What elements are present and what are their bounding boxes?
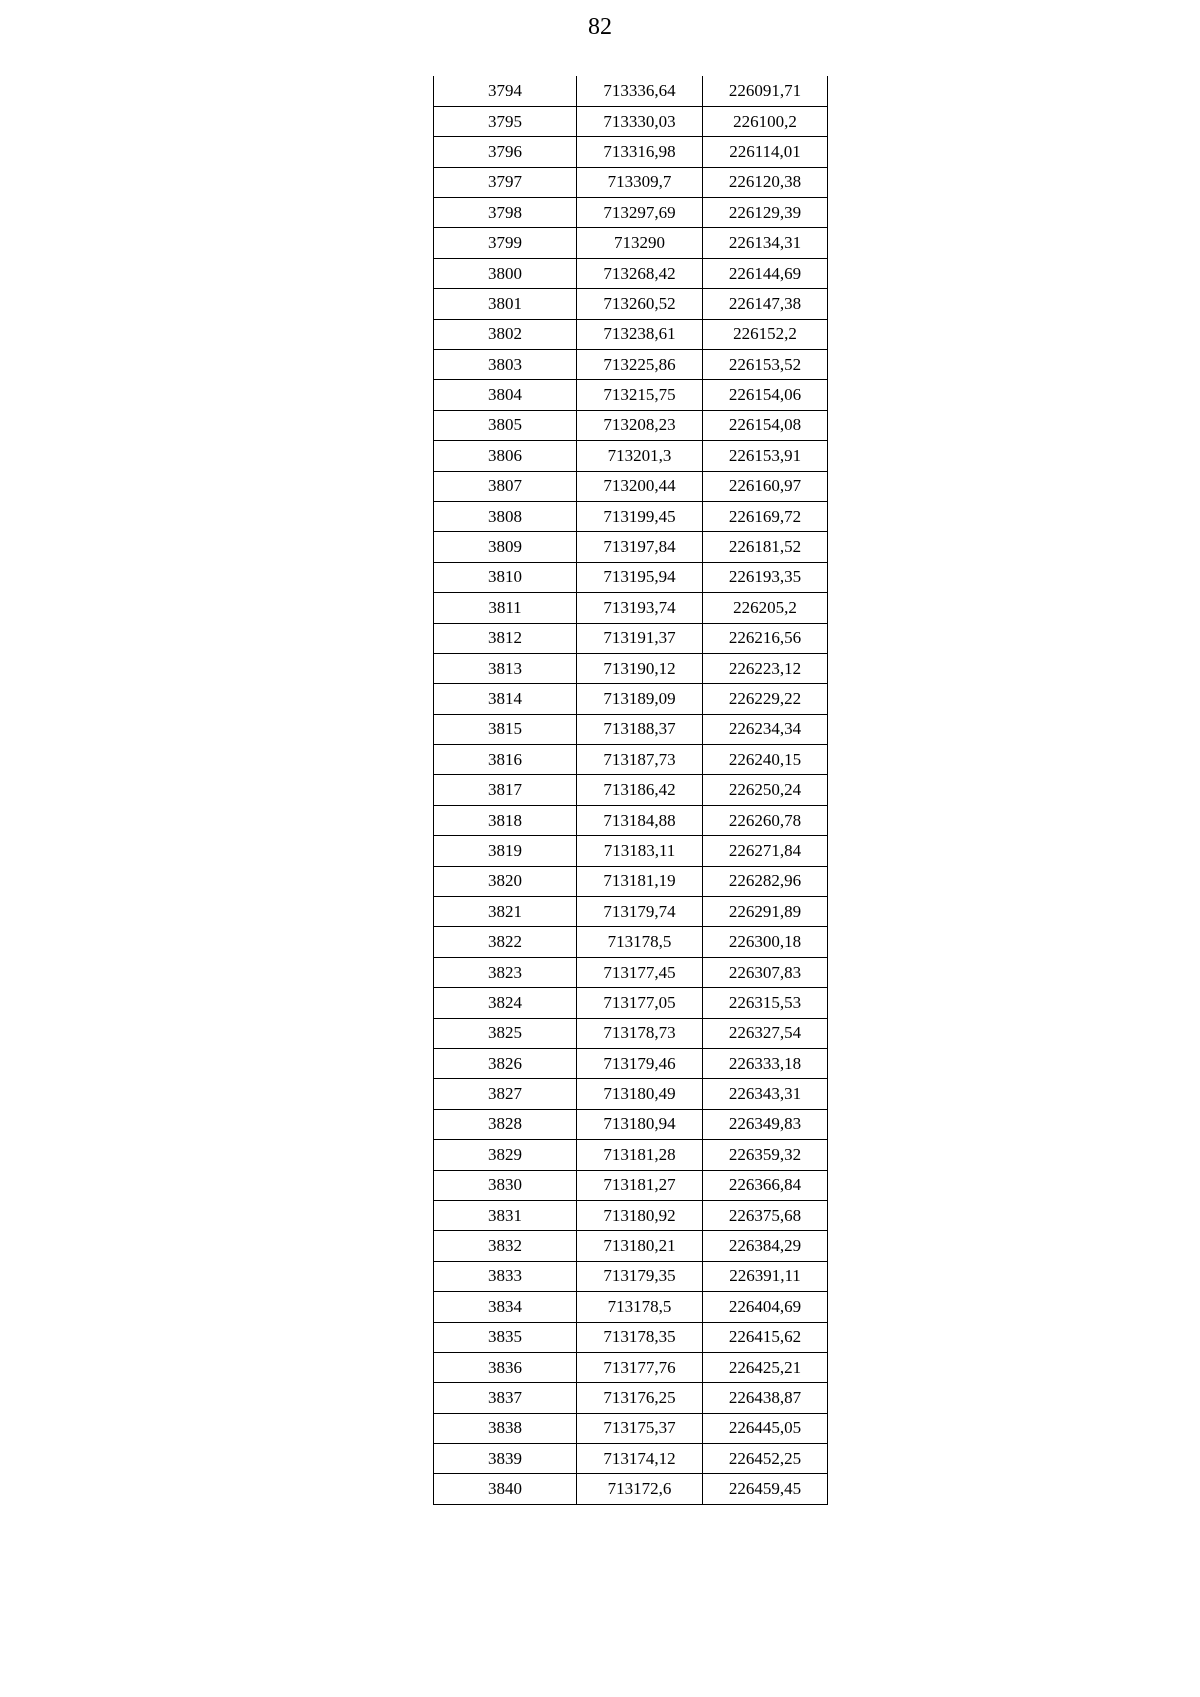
table-row [434, 441, 828, 471]
y-coordinate-cell: 226193,35 [703, 562, 828, 592]
point-number-cell: 3824 [434, 988, 577, 1018]
x-coordinate-cell: 713268,42 [577, 258, 703, 288]
x-coordinate-cell: 713179,35 [577, 1261, 703, 1291]
x-coordinate-cell: 713201,3 [577, 441, 703, 471]
point-number-cell: 3834 [434, 1292, 577, 1322]
table-row [434, 350, 828, 380]
point-number-cell: 3815 [434, 714, 577, 744]
table-row [434, 866, 828, 896]
coordinates-table-body [434, 76, 828, 1504]
y-coordinate-cell: 226315,53 [703, 988, 828, 1018]
point-number-cell: 3840 [434, 1474, 577, 1504]
y-coordinate-cell: 226327,54 [703, 1018, 828, 1048]
y-coordinate-cell: 226205,2 [703, 593, 828, 623]
table-row [434, 319, 828, 349]
y-coordinate-cell: 226404,69 [703, 1292, 828, 1322]
x-coordinate-cell: 713195,94 [577, 562, 703, 592]
y-coordinate-cell: 226154,08 [703, 410, 828, 440]
x-coordinate-cell: 713336,64 [577, 76, 703, 106]
point-number-cell: 3828 [434, 1109, 577, 1139]
x-coordinate-cell: 713175,37 [577, 1413, 703, 1443]
x-coordinate-cell: 713178,73 [577, 1018, 703, 1048]
y-coordinate-cell: 226391,11 [703, 1261, 828, 1291]
y-coordinate-cell: 226343,31 [703, 1079, 828, 1109]
x-coordinate-cell: 713187,73 [577, 745, 703, 775]
y-coordinate-cell: 226234,34 [703, 714, 828, 744]
table-row [434, 380, 828, 410]
y-coordinate-cell: 226160,97 [703, 471, 828, 501]
y-coordinate-cell: 226307,83 [703, 957, 828, 987]
y-coordinate-cell: 226452,25 [703, 1444, 828, 1474]
x-coordinate-cell: 713297,69 [577, 198, 703, 228]
x-coordinate-cell: 713180,92 [577, 1200, 703, 1230]
y-coordinate-cell: 226229,22 [703, 684, 828, 714]
table-row [434, 167, 828, 197]
y-coordinate-cell: 226147,38 [703, 289, 828, 319]
table-row [434, 76, 828, 106]
x-coordinate-cell: 713208,23 [577, 410, 703, 440]
y-coordinate-cell: 226240,15 [703, 745, 828, 775]
table-row [434, 1170, 828, 1200]
table-row [434, 897, 828, 927]
y-coordinate-cell: 226169,72 [703, 501, 828, 531]
table-row [434, 1200, 828, 1230]
point-number-cell: 3831 [434, 1200, 577, 1230]
x-coordinate-cell: 713193,74 [577, 593, 703, 623]
point-number-cell: 3809 [434, 532, 577, 562]
table-row [434, 745, 828, 775]
point-number-cell: 3838 [434, 1413, 577, 1443]
y-coordinate-cell: 226153,52 [703, 350, 828, 380]
point-number-cell: 3804 [434, 380, 577, 410]
point-number-cell: 3806 [434, 441, 577, 471]
x-coordinate-cell: 713181,19 [577, 866, 703, 896]
point-number-cell: 3829 [434, 1140, 577, 1170]
table-row [434, 957, 828, 987]
y-coordinate-cell: 226445,05 [703, 1413, 828, 1443]
y-coordinate-cell: 226282,96 [703, 866, 828, 896]
point-number-cell: 3814 [434, 684, 577, 714]
point-number-cell: 3825 [434, 1018, 577, 1048]
x-coordinate-cell: 713183,11 [577, 836, 703, 866]
point-number-cell: 3822 [434, 927, 577, 957]
x-coordinate-cell: 713215,75 [577, 380, 703, 410]
x-coordinate-cell: 713199,45 [577, 501, 703, 531]
x-coordinate-cell: 713225,86 [577, 350, 703, 380]
point-number-cell: 3826 [434, 1049, 577, 1079]
x-coordinate-cell: 713180,49 [577, 1079, 703, 1109]
x-coordinate-cell: 713174,12 [577, 1444, 703, 1474]
y-coordinate-cell: 226144,69 [703, 258, 828, 288]
y-coordinate-cell: 226223,12 [703, 653, 828, 683]
x-coordinate-cell: 713177,05 [577, 988, 703, 1018]
table-row [434, 1261, 828, 1291]
x-coordinate-cell: 713178,35 [577, 1322, 703, 1352]
x-coordinate-cell: 713290 [577, 228, 703, 258]
x-coordinate-cell: 713179,74 [577, 897, 703, 927]
table-row [434, 198, 828, 228]
point-number-cell: 3795 [434, 106, 577, 136]
table-row [434, 1049, 828, 1079]
point-number-cell: 3803 [434, 350, 577, 380]
point-number-cell: 3819 [434, 836, 577, 866]
y-coordinate-cell: 226271,84 [703, 836, 828, 866]
point-number-cell: 3836 [434, 1352, 577, 1382]
x-coordinate-cell: 713184,88 [577, 805, 703, 835]
table-row [434, 1352, 828, 1382]
point-number-cell: 3800 [434, 258, 577, 288]
point-number-cell: 3813 [434, 653, 577, 683]
x-coordinate-cell: 713178,5 [577, 1292, 703, 1322]
y-coordinate-cell: 226091,71 [703, 76, 828, 106]
point-number-cell: 3835 [434, 1322, 577, 1352]
point-number-cell: 3794 [434, 76, 577, 106]
y-coordinate-cell: 226375,68 [703, 1200, 828, 1230]
x-coordinate-cell: 713181,27 [577, 1170, 703, 1200]
table-row [434, 1413, 828, 1443]
point-number-cell: 3830 [434, 1170, 577, 1200]
table-row [434, 1474, 828, 1504]
point-number-cell: 3839 [434, 1444, 577, 1474]
y-coordinate-cell: 226216,56 [703, 623, 828, 653]
x-coordinate-cell: 713180,94 [577, 1109, 703, 1139]
y-coordinate-cell: 226100,2 [703, 106, 828, 136]
y-coordinate-cell: 226366,84 [703, 1170, 828, 1200]
y-coordinate-cell: 226134,31 [703, 228, 828, 258]
table-row [434, 410, 828, 440]
y-coordinate-cell: 226438,87 [703, 1383, 828, 1413]
table-row [434, 471, 828, 501]
y-coordinate-cell: 226250,24 [703, 775, 828, 805]
point-number-cell: 3798 [434, 198, 577, 228]
x-coordinate-cell: 713186,42 [577, 775, 703, 805]
point-number-cell: 3797 [434, 167, 577, 197]
table-row [434, 1322, 828, 1352]
point-number-cell: 3796 [434, 137, 577, 167]
y-coordinate-cell: 226425,21 [703, 1352, 828, 1382]
y-coordinate-cell: 226300,18 [703, 927, 828, 957]
table-row [434, 1292, 828, 1322]
table-row [434, 593, 828, 623]
y-coordinate-cell: 226260,78 [703, 805, 828, 835]
y-coordinate-cell: 226114,01 [703, 137, 828, 167]
x-coordinate-cell: 713177,76 [577, 1352, 703, 1382]
y-coordinate-cell: 226153,91 [703, 441, 828, 471]
point-number-cell: 3818 [434, 805, 577, 835]
y-coordinate-cell: 226129,39 [703, 198, 828, 228]
x-coordinate-cell: 713330,03 [577, 106, 703, 136]
table-row [434, 836, 828, 866]
y-coordinate-cell: 226359,32 [703, 1140, 828, 1170]
point-number-cell: 3810 [434, 562, 577, 592]
x-coordinate-cell: 713189,09 [577, 684, 703, 714]
point-number-cell: 3837 [434, 1383, 577, 1413]
x-coordinate-cell: 713188,37 [577, 714, 703, 744]
x-coordinate-cell: 713181,28 [577, 1140, 703, 1170]
table-row [434, 228, 828, 258]
x-coordinate-cell: 713191,37 [577, 623, 703, 653]
point-number-cell: 3833 [434, 1261, 577, 1291]
point-number-cell: 3811 [434, 593, 577, 623]
x-coordinate-cell: 713190,12 [577, 653, 703, 683]
point-number-cell: 3820 [434, 866, 577, 896]
point-number-cell: 3802 [434, 319, 577, 349]
table-row [434, 1140, 828, 1170]
table-row [434, 653, 828, 683]
point-number-cell: 3799 [434, 228, 577, 258]
table-row [434, 714, 828, 744]
table-row [434, 805, 828, 835]
table-row [434, 684, 828, 714]
x-coordinate-cell: 713200,44 [577, 471, 703, 501]
y-coordinate-cell: 226181,52 [703, 532, 828, 562]
x-coordinate-cell: 713180,21 [577, 1231, 703, 1261]
y-coordinate-cell: 226333,18 [703, 1049, 828, 1079]
y-coordinate-cell: 226154,06 [703, 380, 828, 410]
point-number-cell: 3812 [434, 623, 577, 653]
x-coordinate-cell: 713309,7 [577, 167, 703, 197]
point-number-cell: 3823 [434, 957, 577, 987]
point-number-cell: 3821 [434, 897, 577, 927]
x-coordinate-cell: 713178,5 [577, 927, 703, 957]
table-row [434, 775, 828, 805]
table-row [434, 1079, 828, 1109]
point-number-cell: 3807 [434, 471, 577, 501]
table-row [434, 258, 828, 288]
x-coordinate-cell: 713197,84 [577, 532, 703, 562]
y-coordinate-cell: 226349,83 [703, 1109, 828, 1139]
y-coordinate-cell: 226152,2 [703, 319, 828, 349]
x-coordinate-cell: 713179,46 [577, 1049, 703, 1079]
x-coordinate-cell: 713172,6 [577, 1474, 703, 1504]
table-row [434, 1383, 828, 1413]
x-coordinate-cell: 713260,52 [577, 289, 703, 319]
table-row [434, 501, 828, 531]
table-row [434, 106, 828, 136]
coordinates-table [433, 76, 828, 1505]
table-row [434, 927, 828, 957]
table-row [434, 289, 828, 319]
table-row [434, 532, 828, 562]
table-row [434, 623, 828, 653]
x-coordinate-cell: 713316,98 [577, 137, 703, 167]
point-number-cell: 3816 [434, 745, 577, 775]
point-number-cell: 3801 [434, 289, 577, 319]
y-coordinate-cell: 226291,89 [703, 897, 828, 927]
page-number: 82 [588, 14, 612, 40]
x-coordinate-cell: 713238,61 [577, 319, 703, 349]
x-coordinate-cell: 713176,25 [577, 1383, 703, 1413]
table-row [434, 562, 828, 592]
table-row [434, 137, 828, 167]
table-row [434, 988, 828, 1018]
point-number-cell: 3805 [434, 410, 577, 440]
table-row [434, 1231, 828, 1261]
x-coordinate-cell: 713177,45 [577, 957, 703, 987]
table-row [434, 1109, 828, 1139]
y-coordinate-cell: 226415,62 [703, 1322, 828, 1352]
point-number-cell: 3832 [434, 1231, 577, 1261]
y-coordinate-cell: 226120,38 [703, 167, 828, 197]
point-number-cell: 3808 [434, 501, 577, 531]
table-row [434, 1444, 828, 1474]
table-row [434, 1018, 828, 1048]
point-number-cell: 3827 [434, 1079, 577, 1109]
y-coordinate-cell: 226459,45 [703, 1474, 828, 1504]
y-coordinate-cell: 226384,29 [703, 1231, 828, 1261]
point-number-cell: 3817 [434, 775, 577, 805]
